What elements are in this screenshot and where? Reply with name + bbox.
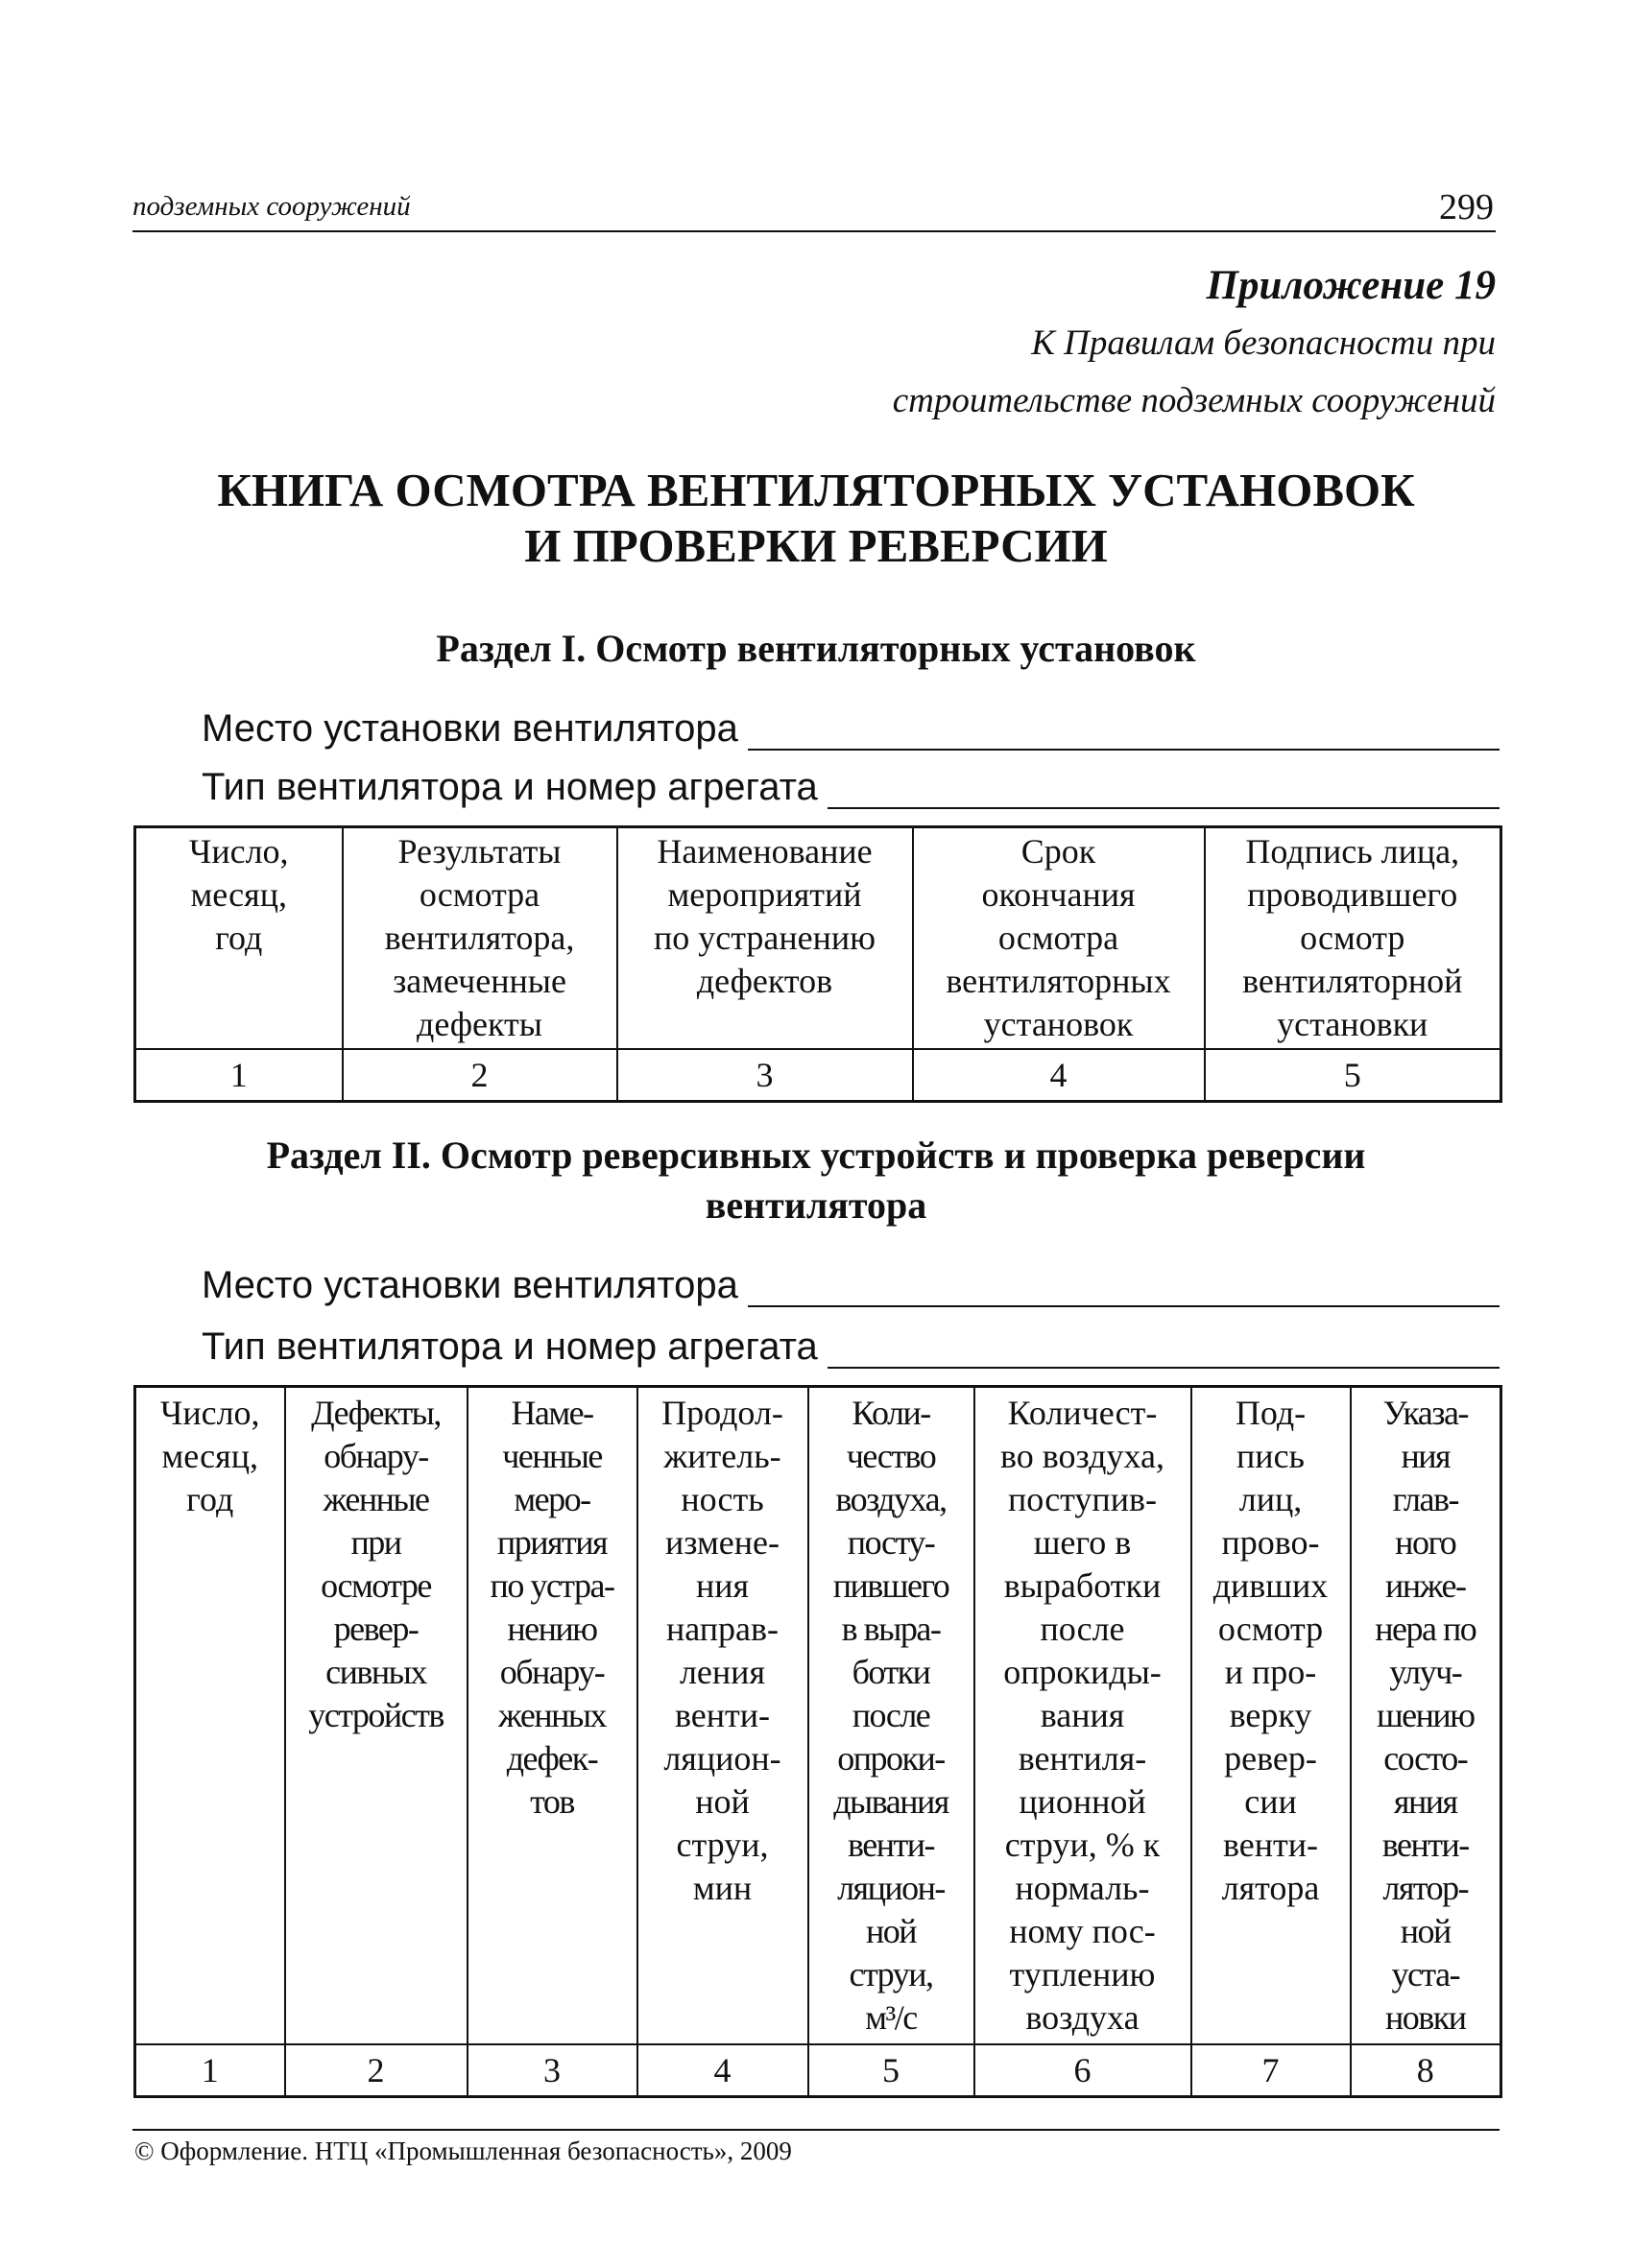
section-2-heading-line-1: Раздел II. Осмотр реверсивных устройств и проверка реверсии	[266, 1134, 1366, 1177]
section-2-number-row	[135, 2044, 1501, 2097]
section-1-heading: Раздел I. Осмотр вентиляторных установок	[436, 627, 1196, 670]
s2-num-cell: 7	[1191, 2044, 1351, 2097]
s2-num-cell: 1	[135, 2044, 285, 2097]
s1-num-cell: 5	[1205, 1049, 1501, 1102]
appendix-subtitle-line-1: К Правилам безопасности при	[1031, 323, 1496, 363]
section-2-heading	[132, 1131, 1500, 1230]
footer-rule	[132, 2129, 1500, 2131]
s2-col-air-quantity: Коли- чество воздуха, посту- пившего в выра- ботки после опроки- дывания венти- ляцион- ной струи, м³/с	[808, 1387, 974, 2045]
s1-col-deadline: Срок окончания осмотра вентиляторных установок	[913, 827, 1205, 1050]
section-2-type-blank	[828, 1328, 1500, 1369]
section-1-number-row	[135, 1049, 1501, 1102]
section-2-type-label: Тип вентилятора и номер агрегата	[202, 1325, 818, 1368]
s2-col-measures: Наме- ченные меро- приятия по устра- нению обнару- женных дефек- тов	[468, 1387, 637, 2045]
s1-num-cell: 2	[343, 1049, 617, 1102]
appendix-block	[893, 257, 1496, 430]
s2-col-signature: Под- пись лиц, прово- дивших осмотр и про- верку ревер- сии венти- лятора	[1191, 1387, 1351, 2045]
section-2-type-field	[202, 1323, 1500, 1369]
running-header	[132, 184, 1496, 232]
document-title	[132, 463, 1500, 574]
footer-copyright: © Оформление. НТЦ «Промышленная безопасность», 2009	[134, 2137, 792, 2165]
s1-num-cell: 1	[135, 1049, 343, 1102]
s2-col-duration: Продол- житель- ность измене- ния направ- ления венти- ляцион- ной струи, мин	[637, 1387, 808, 2045]
section-1-location-blank	[748, 710, 1500, 751]
section-1-location-field	[202, 704, 1500, 751]
section-2-header-row	[135, 1387, 1501, 2045]
section-2-heading-line-2: вентилятора	[705, 1183, 927, 1227]
page-number: 299	[1439, 187, 1494, 227]
section-2-location-blank	[748, 1267, 1500, 1307]
document-title-line-1: КНИГА ОСМОТРА ВЕНТИЛЯТОРНЫХ УСТАНОВОК	[217, 464, 1415, 516]
appendix-title: Приложение 19	[1206, 263, 1496, 308]
document-title-line-2: И ПРОВЕРКИ РЕВЕРСИИ	[524, 519, 1108, 572]
s2-num-cell: 4	[637, 2044, 808, 2097]
section-2-location-field	[202, 1261, 1500, 1307]
s1-num-cell: 4	[913, 1049, 1205, 1102]
s1-col-date: Число, месяц, год	[135, 827, 343, 1050]
section-2-table	[133, 1385, 1502, 2098]
section-1-type-label: Тип вентилятора и номер агрегата	[202, 766, 818, 808]
s2-col-defects: Дефекты, обнару- женные при осмотре ревер- сивных устройств	[285, 1387, 468, 2045]
s2-col-instructions: Указа- ния глав- ного инже- нера по улуч- шению состо- яния венти- лятор- ной уста- новки	[1351, 1387, 1501, 2045]
s2-num-cell: 6	[974, 2044, 1191, 2097]
s2-num-cell: 3	[468, 2044, 637, 2097]
s2-col-date: Число, месяц, год	[135, 1387, 285, 2045]
section-1-type-blank	[828, 769, 1500, 809]
s2-num-cell: 5	[808, 2044, 974, 2097]
s2-col-air-percent: Количест- во воздуха, поступив- шего в выработки после опрокиды- вания вентиля- ционной струи, % к нормаль- ному пос- туплению воздуха	[974, 1387, 1191, 2045]
appendix-subtitle-line-2: строительстве подземных сооружений	[892, 381, 1496, 420]
s1-num-cell: 3	[617, 1049, 913, 1102]
section-1-header-row	[135, 827, 1501, 1050]
s2-num-cell: 2	[285, 2044, 468, 2097]
running-title: подземных сооружений	[132, 191, 411, 222]
s1-col-results: Результаты осмотра вентилятора, замеченные дефекты	[343, 827, 617, 1050]
section-1-type-field	[202, 763, 1500, 809]
section-1-location-label: Место установки вентилятора	[202, 707, 738, 750]
section-1-table	[133, 825, 1502, 1103]
s1-col-measures: Наименование мероприятий по устранению дефектов	[617, 827, 913, 1050]
s1-col-signature: Подпись лица, проводившего осмотр вентиляторной установки	[1205, 827, 1501, 1050]
s2-num-cell: 8	[1351, 2044, 1501, 2097]
section-2-location-label: Место установки вентилятора	[202, 1264, 738, 1306]
